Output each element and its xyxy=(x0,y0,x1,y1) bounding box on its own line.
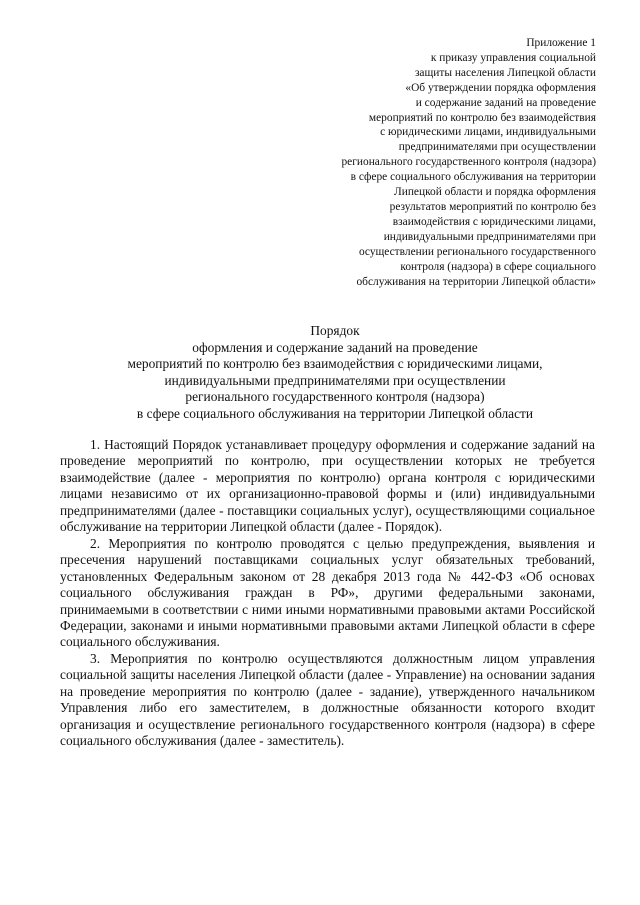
appendix-line: осуществлении регионального государственного xyxy=(358,245,596,258)
appendix-line: мероприятий по контролю без взаимодействия xyxy=(368,111,596,124)
appendix-line: и содержание заданий на проведение xyxy=(415,96,596,109)
appendix-line: защиты населения Липецкой области xyxy=(414,66,596,79)
title-line: регионального государственного контроля (надзора) xyxy=(185,389,485,404)
paragraph-3: 3. Мероприятия по контролю осуществляются должностным лицом управления социальной защиты населения Липецкой области (далее - Управление) на основании задания на проведение мероприятия по контролю (далее - задание), утвержденного начальником Управления либо его заместителем, в должностные обязанности которого входит организация и осуществление регионального государственного контроля (надзора) в сфере социального обслуживания (далее - заместитель). xyxy=(60,650,595,749)
title-line: в сфере социального обслуживания на территории Липецкой области xyxy=(136,405,534,421)
document-title xyxy=(40,323,630,422)
paragraph-2: 2. Мероприятия по контролю проводятся с целью предупреждения, выявления и пресечения нарушений поставщиками социальных услуг обязательных требований, установленных Федеральным законом от 28 декабря 2013 года № 442-ФЗ «Об основах социального обслуживания граждан в РФ», другими федеральными законами, принимаемыми в соответствии с ними иными нормативными правовыми актами Российской Федерации, законами и иными нормативными правовыми актами Липецкой области в сфере социального обслуживания. xyxy=(60,535,595,650)
appendix-line: предпринимателями при осуществлении xyxy=(398,141,596,154)
title-line: индивидуальными предпринимателями при осуществлении xyxy=(164,372,506,388)
appendix-line: с юридическими лицами, индивидуальными xyxy=(380,126,596,139)
appendix-line: взаимодействия с юридическими лицами, xyxy=(392,215,596,228)
title-line: оформления и содержание заданий на проведение xyxy=(192,339,478,355)
appendix-line: Приложение 1 xyxy=(526,37,596,49)
appendix-line: к приказу управления социальной xyxy=(430,51,596,64)
appendix-line: Липецкой области и порядка оформления xyxy=(394,186,596,199)
appendix-line: индивидуальными предпринимателями при xyxy=(383,230,596,243)
appendix-header xyxy=(266,36,596,289)
document-body xyxy=(60,437,595,750)
appendix-line: результатов мероприятий по контролю без xyxy=(389,200,596,213)
appendix-line: контроля (надзора) в сфере социального xyxy=(400,260,596,273)
appendix-line: «Об утверждении порядка оформления xyxy=(405,81,596,94)
title-line: Порядок xyxy=(310,323,360,338)
appendix-line: обслуживания на территории Липецкой области» xyxy=(356,275,596,288)
appendix-line: регионального государственного контроля (надзора) xyxy=(341,156,596,169)
paragraph-1: 1. Настоящий Порядок устанавливает процедуру оформления и содержание заданий на проведение мероприятий по контролю, при осуществлении которых не требуется взаимодействие (далее - мероприятия по контролю) органа контроля с юридическими лицами независимо от их организационно-правовой формы и (или) индивидуальными предпринимателями (далее - поставщики социальных услуг), осуществляющими социальное обслуживание на территории Липецкой области (далее - Порядок). xyxy=(60,437,595,535)
title-line: мероприятий по контролю без взаимодействия с юридическими лицами, xyxy=(127,356,543,371)
appendix-line: в сфере социального обслуживания на территории xyxy=(350,171,596,184)
